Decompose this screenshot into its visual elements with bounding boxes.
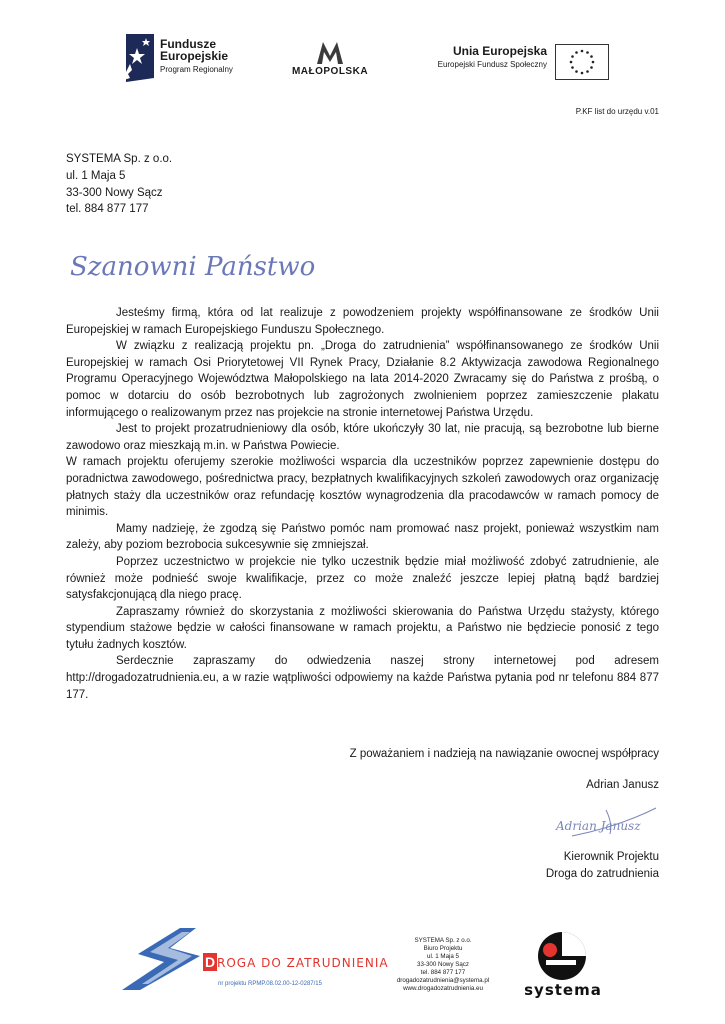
paragraph-8: Serdecznie zapraszamy do odwiedzenia naszej strony internetowej pod adresem http://drogadozatrudnienia.eu, a w razie wątpliwości odpowiemy na każde Państwa pytania pod nr telefonu 884 877 177. (66, 655, 659, 701)
greeting-text: Szanowni Państwo (70, 252, 316, 282)
fe-line1: Fundusze (160, 37, 216, 51)
role-title: Kierownik Projektu (563, 851, 659, 863)
systema-line: tel. 884 877 177 (420, 969, 466, 976)
paragraph-3: Jest to projekt prozatrudnieniowy dla osób, które ukończyły 30 lat, nie pracują, są bezrobotne lub bierne zawodowo oraz mieszkają m.in. w Państwa Powiecie. (66, 423, 659, 452)
eu-flag-icon (555, 44, 609, 80)
handwritten-signature (552, 800, 662, 848)
signature-text: Adrian Janusz (556, 819, 641, 833)
unia-europejska-logo (425, 44, 615, 84)
systema-line: www.drogadozatrudnienia.eu (403, 985, 483, 992)
droga-do-zatrudnienia-logo (203, 953, 389, 972)
fe-line3: Program Regionalny (160, 65, 233, 74)
paragraph-7: Zapraszamy również do skorzystania z możliwości skierowania do Państwa Urzędu stażysty, którego stypendium stażowe będzie w całości finansowane w ramach projektu, a Państwo nie będziecie ponosić z tego tytułu żadnych kosztów. (66, 605, 659, 651)
fe-line2: Europejskie (160, 49, 229, 63)
paragraph-1: Jesteśmy firmą, która od lat realizuje z powodzeniem projekty współfinansowane ze środków Unii Europejskiej w ramach Europejskiego Funduszu Społecznego. (66, 307, 659, 336)
systema-address (380, 937, 506, 993)
paragraph-4: W ramach projektu oferujemy szerokie możliwości wsparcia dla uczestników poprzez zapewnienie dostępu do poradnictwa zawodowego, pośrednictwa pracy, bezpłatnych kwalifikacyjnych szkoleń zawodowych oraz organizację płatnych staży dla uczestników oraz refundację kosztów wynagrodzenia dla pracodawców w ramach pomocy de minimis. (66, 456, 659, 519)
signatory-role (546, 849, 659, 883)
sender-phone: tel. 884 877 177 (66, 203, 149, 216)
paragraph-5: Mamy nadzieję, że zgodzą się Państwo pomóc nam promować nasz projekt, ponieważ wszystkim nam zależy, aby poziom bezrobocia sukcesywnie się zmniejszał. (66, 522, 659, 552)
letter-body (66, 305, 659, 703)
sender-street: ul. 1 Maja 5 (66, 169, 126, 182)
ue-line1: Unia Europejska (452, 44, 547, 58)
sender-city: 33-300 Nowy Sącz (66, 186, 163, 199)
closing-regards: Z poważaniem i nadzieją na nawiązanie owocnej współpracy (349, 748, 659, 760)
project-number: nr projektu RPMP.08.02.00-12-0287/15 (218, 981, 322, 987)
form-reference: P.KF list do urzędu v.01 (575, 107, 659, 116)
handwritten-greeting (66, 245, 336, 285)
malopolska-text: MAŁOPOLSKA (291, 66, 369, 77)
systema-line: SYSTEMA Sp. z o.o. (414, 937, 472, 944)
sender-company: SYSTEMA Sp. z o.o. (66, 153, 173, 165)
paragraph-6: Poprzez uczestnictwo w projekcie nie tylko uczestnik będzie miał możliwość zdobyć zatrudnienie, ale również może podnieść swoje kwalifikacje, przez co może znaleźć jeszcze lepiej płatną bądź bardziej satysfakcjonującą dla niego pracę. (66, 555, 659, 602)
ue-line2: Europejski Fundusz Społeczny (437, 60, 547, 69)
ddz-initial: D (204, 954, 216, 970)
systema-line: drogadozatrudnienia@systema.pl (396, 977, 490, 984)
road-logo-icon (120, 926, 208, 992)
systema-line: Biuro Projektu (423, 945, 463, 952)
role-project: Droga do zatrudnienia (545, 868, 659, 880)
header-logos (0, 30, 725, 90)
fundusze-europejskie-logo (120, 34, 260, 82)
paragraph-2: W związku z realizacją projektu pn. „Droga do zatrudnienia” współfinansowanego ze środków Unii Europejskiej w ramach Osi Priorytetowej VII Rynek Pracy, Działanie 8.2 Aktywizacja zawodowa Regionalnego Programu Operacyjnego Województwa Małopolskiego na lata 2014-2020 Zwracamy się do Państwa z prośbą, o pomoc w dotarciu do osób bezrobotnych lub zagrożonych zwolnieniem poprzez zamieszczenie plakatu informującego o realizowanym przez nas projekcie na stronie internetowej Państwa Urzędu. (66, 340, 659, 419)
sender-address (66, 151, 172, 218)
closing-name: Adrian Janusz (586, 778, 659, 791)
closing-block (259, 746, 659, 794)
systema-logo (510, 928, 616, 998)
malopolska-m-icon (315, 40, 345, 64)
systema-line: ul. 1 Maja 5 (427, 953, 459, 960)
systema-word: systema (524, 981, 602, 998)
malopolska-logo (288, 40, 372, 84)
fe-star-icon (120, 34, 154, 82)
systema-line: 33-300 Nowy Sącz (417, 961, 469, 968)
ddz-text: ROGA DO ZATRUDNIENIA (217, 956, 389, 970)
